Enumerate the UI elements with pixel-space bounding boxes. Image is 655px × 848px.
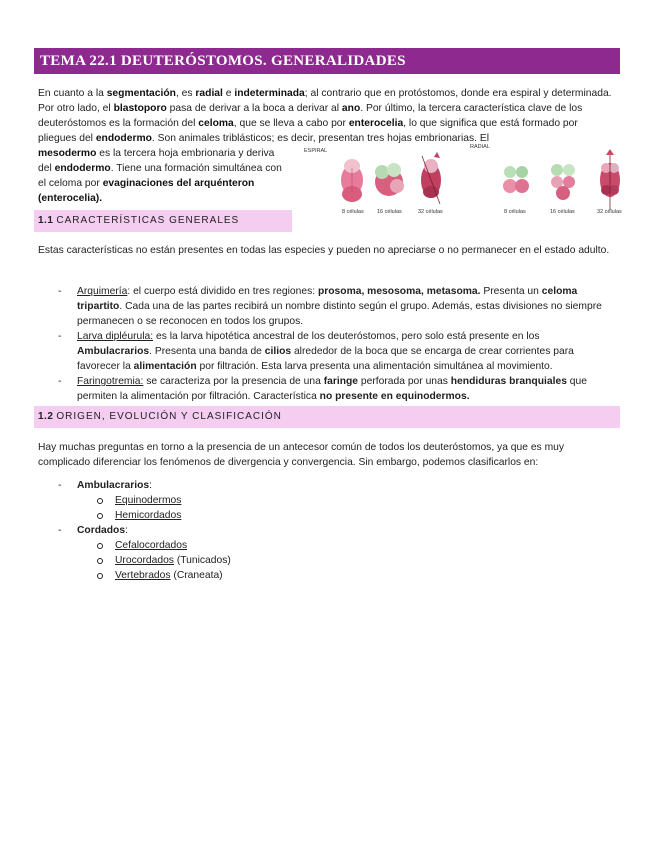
list-item: - Faringotremia: se caracteriza por la presencia de una faringe perforada por unas hendiduras branquiales que permiten la alimentación por filtración. Característica no presente en equinodermos.: [58, 376, 587, 402]
list-item: - Ambulacrarios: Equinodermos Hemicordados: [58, 478, 613, 523]
figure-caption-5: 16 células: [550, 209, 575, 215]
embryo-spiral-16: [375, 163, 404, 196]
sublist: [77, 493, 613, 523]
figure-caption-1: 8 células: [342, 209, 364, 215]
list-item: - Cordados: Cefalocordados Urocordados (Tunicados) Vertebrados (Craneata): [58, 523, 613, 583]
sublist-item: Cefalocordados: [77, 538, 613, 553]
figure-caption-3: 32 células: [418, 209, 443, 215]
cleavage-figure: [300, 142, 630, 218]
sublist-item: Vertebrados (Craneata): [77, 568, 613, 583]
embryo-radial-16: [551, 164, 575, 200]
section-heading-1-1: 1.1 CARACTERÍSTICAS GENERALES: [34, 210, 292, 232]
intro-paragraph: En cuanto a la segmentación, es radial e indeterminada; al contrario que en protóstomos, donde era espiral y determinada. Por otro lado, el blastoporo pasa de derivar a la boca a derivar al ano. Por último, la tercera característica clave de los deuteróstomos es la formación del celoma, que se lleva a cabo por enterocelia, lo que significa que está formado por pliegues del endodermo. Son animales triblásticos; es decir, presentan tres hojas embrionarias. El: [38, 88, 612, 144]
page-title: TEMA 22.1 DEUTERÓSTOMOS. GENERALIDADES: [34, 48, 620, 74]
embryo-radial-8: [503, 166, 529, 193]
list-item: - Arquimería: el cuerpo está dividido en tres regiones: prosoma, mesosoma, metasoma. Presenta un celoma tripartito. Cada una de las partes recibirá un nombre distinto según el grupo. Además, estas divisiones no siempre permanecen o se reconocen en todos los grupos.: [58, 286, 602, 327]
classification-list: [58, 478, 613, 583]
figure-caption-6: 32 células: [597, 209, 622, 215]
figure-caption-4: 8 células: [504, 209, 526, 215]
section-heading-1-2: 1.2 ORIGEN, EVOLUCIÓN Y CLASIFICACIÓN: [34, 406, 620, 428]
sublist-item: Equinodermos: [77, 493, 613, 508]
embryo-spiral-8: [341, 159, 363, 202]
embryo-radial-32: [600, 149, 620, 210]
characteristics-list: [58, 284, 613, 404]
section2-paragraph: Hay muchas preguntas en torno a la presencia de un antecesor común de todos los deuteróstomos, ya que es muy complicado diferenciar los fenómenos de divergencia y convergencia. Sin embargo, podemos clasificarlos en:: [38, 442, 565, 468]
embryo-spiral-32: [421, 152, 441, 204]
sublist: [77, 538, 613, 583]
sublist-item: Hemicordados: [77, 508, 613, 523]
figure-label-spiral: ESPIRAL: [304, 148, 328, 154]
figure-label-radial: RADIAL: [470, 144, 490, 150]
figure-caption-2: 16 células: [377, 209, 402, 215]
sublist-item: Urocordados (Tunicados): [77, 553, 613, 568]
intro-paragraph-continued: mesodermo es la tercera hoja embrionaria y deriva del endodermo. Tiene una formación simultánea con el celoma por evaginaciones del arquénteron (enterocelia).: [38, 148, 282, 204]
section1-paragraph: Estas características no están presentes en todas las especies y pueden no apreciarse o no permanecer en el estado adulto.: [38, 245, 610, 256]
list-item: - Larva dipléurula: es la larva hipotética ancestral de los deuteróstomos, pero solo está presente en los Ambulacrarios. Presenta una banda de cilios alrededor de la boca que se encarga de crear corrientes para favorecer la alimentación por filtración. Esta larva presenta una alimentación simultánea al movimiento.: [58, 331, 574, 372]
